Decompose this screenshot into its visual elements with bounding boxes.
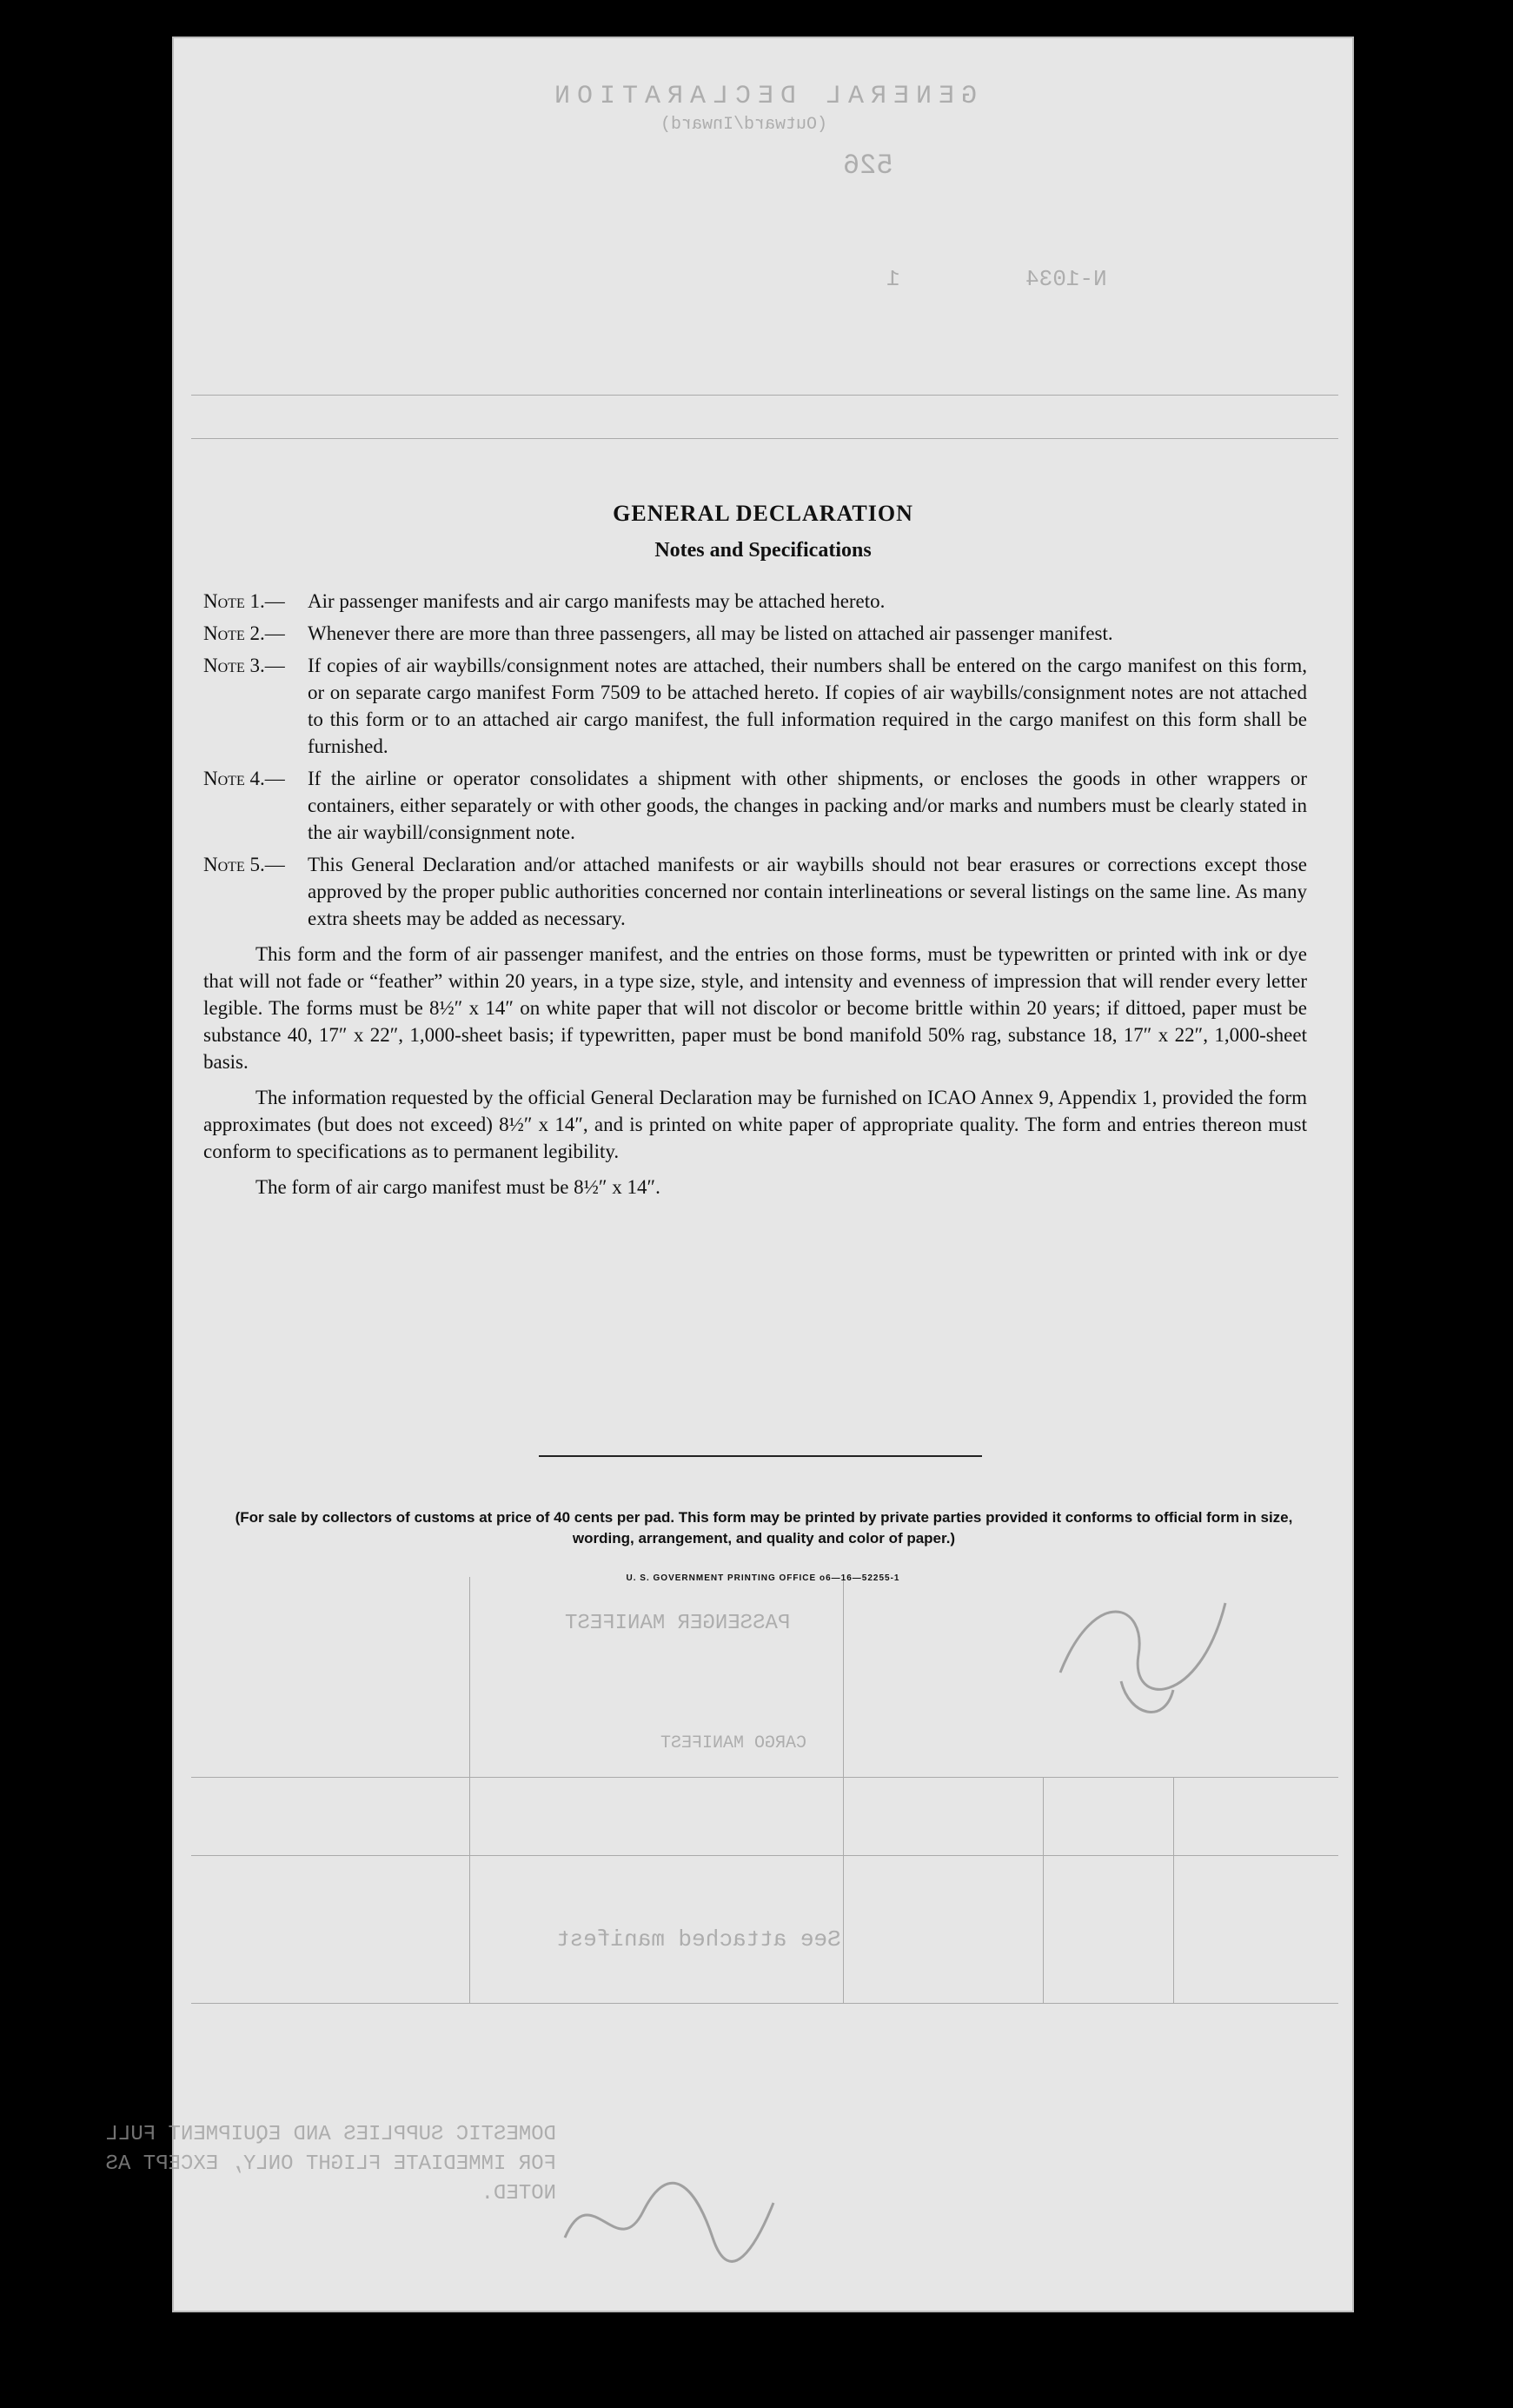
- bleed-through-attached: See attached manifest: [556, 1926, 841, 1952]
- note-label: Note 5.—: [203, 854, 285, 875]
- printer-imprint: U. S. GOVERNMENT PRINTING OFFICE o6—16—52255-1: [626, 1573, 900, 1583]
- sale-notice: (For sale by collectors of customs at price of 40 cents per pad. This form may be printed by private parties provided it conforms to official form in size, wording, arrangement, and quality and color of paper.): [235, 1509, 1293, 1547]
- bleed-through-column: [1043, 1777, 1044, 2003]
- bleed-through-column: [1173, 1777, 1174, 2003]
- bleed-through-rule: [191, 438, 1338, 439]
- bleed-through-cargo-manifest: CARGO MANIFEST: [660, 1733, 807, 1753]
- note-2: [203, 620, 1307, 647]
- paragraph-icao: The information requested by the official General Declaration may be furnished on ICAO Annex 9, Appendix 1, provided the form approximates (but does not exceed) 8½″ x 14″, and is printed on white paper of appropriate quality. The form and entries thereon must conform to specifications as to permanent legibility.: [203, 1087, 1307, 1162]
- note-3: [203, 652, 1307, 760]
- divider-rule: [539, 1455, 982, 1457]
- note-label: Note 3.—: [203, 655, 285, 676]
- note-label: Note 1.—: [203, 590, 285, 612]
- bleed-through-rule: [191, 1855, 1338, 1856]
- paragraph-form-requirements: This form and the form of air passenger manifest, and the entries on those forms, must be typewritten or printed with ink or dye that will not fade or “feather” within 20 years, in a type size, style, and intensity and evenness of impression that will render every letter legible. The forms must be 8½″ x 14″ on white paper that will not discolor or become brittle within 20 years; if dittoed, paper must be substance 40, 17″ x 22″, 1,000-sheet basis; if typewritten, paper must be bond manifold 50% rag, substance 18, 17″ x 22″, 1,000-sheet basis.: [203, 943, 1307, 1073]
- notes-section: [203, 588, 1307, 1201]
- bleed-through-rule: [191, 2003, 1338, 2004]
- bleed-through-rule: [191, 395, 1338, 396]
- document-subtitle: Notes and Specifications: [654, 539, 872, 562]
- signature-mark: [556, 2168, 782, 2272]
- note-text: Whenever there are more than three passengers, all may be listed on attached air passenger manifest.: [308, 622, 1113, 644]
- bleed-through-title: GENERAL DECLARATION: [547, 82, 978, 111]
- bleed-through-subtitle: (Outward/Inward): [660, 115, 828, 135]
- bleed-through-stamp: DOMESTIC SUPPLIES AND EQUIPMENT FULL FOR IMMEDIATE FLIGHT ONLY, EXCEPT AS NOTED.: [105, 2123, 556, 2205]
- document-title: GENERAL DECLARATION: [613, 501, 913, 526]
- note-label: Note 4.—: [203, 768, 285, 789]
- bleed-through-passenger-manifest: PASSENGER MANIFEST: [565, 1612, 791, 1635]
- bleed-through-page-number: 526: [843, 150, 893, 182]
- bleed-through-rule: [191, 1777, 1338, 1778]
- note-text: If copies of air waybills/consignment notes are attached, their numbers shall be entered on the cargo manifest on this form, or on separate cargo manifest Form 7509 to be attached hereto. If copies of air waybills/consignment notes are not attached to this form or to an attached air cargo manifest, the full information required in the cargo manifest on this form shall be furnished.: [308, 655, 1307, 757]
- note-label: Note 2.—: [203, 622, 285, 644]
- bleed-through-column: [469, 1577, 470, 2003]
- note-text: This General Declaration and/or attached manifests or air waybills should not bear erasures or corrections except those approved by the proper public authorities concerned nor contain interlineations or several listings on the same line. As many extra sheets may be added as necessary.: [308, 854, 1307, 929]
- bleed-through-aircraft: N-1034: [1025, 266, 1107, 292]
- document-page: [105, 37, 1354, 2312]
- note-text: Air passenger manifests and air cargo manifests may be attached hereto.: [308, 590, 886, 612]
- note-4: [203, 765, 1307, 846]
- note-1: [203, 588, 1307, 615]
- paragraph-cargo-size: The form of air cargo manifest must be 8½″ x 14″.: [255, 1176, 660, 1198]
- bleed-through-column: [843, 1577, 844, 2003]
- note-5: [203, 851, 1307, 932]
- note-text: If the airline or operator consolidates a shipment with other shipments, or encloses the goods in other wrappers or containers, either separately or with other goods, the changes in packing and/or marks and numbers must be clearly stated in the air waybill/consignment note.: [308, 768, 1307, 843]
- bleed-through-flight: 1: [886, 266, 900, 292]
